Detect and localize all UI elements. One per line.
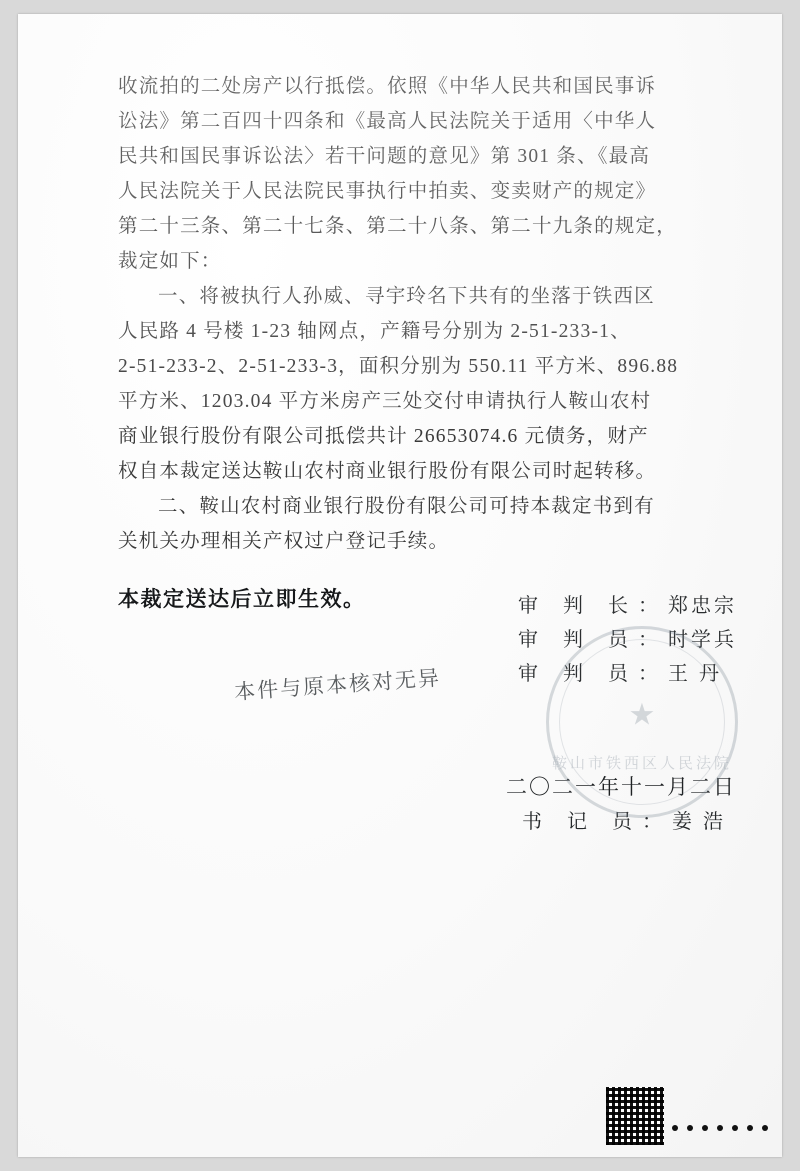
signature-role: 审 判 长：	[518, 595, 668, 617]
dot-marker-row	[672, 1125, 768, 1131]
item-two-line: 二、鞍山农村商业银行股份有限公司可持本裁定书到有	[158, 496, 655, 517]
signature-role: 审 判 员：	[518, 663, 668, 685]
clerk-role: 书 记 员：	[522, 811, 672, 833]
clerk-row	[118, 805, 726, 839]
top-paragraph-line: 收流拍的二处房产以行抵偿。依照《中华人民共和国民事诉	[118, 76, 657, 97]
signature-name: 时学兵	[668, 629, 737, 651]
seal-text: 鞍山市铁西区人民法院	[551, 755, 733, 772]
effect-line: 本裁定送达后立即生效。	[118, 587, 366, 611]
paper-sheet	[18, 14, 782, 1157]
signature-row	[118, 623, 737, 657]
top-paragraph-line: 裁定如下：	[118, 251, 222, 272]
dot-marker	[717, 1125, 723, 1131]
item-one-line: 平方米、1203.04 平方米房产三处交付申请执行人鞍山农村	[118, 391, 652, 412]
qr-code-icon	[606, 1087, 664, 1145]
item-two-line: 关机关办理相关产权过户登记手续。	[118, 531, 450, 552]
signature-block	[118, 589, 737, 839]
item-one-line: 商业银行股份有限公司抵偿共计 26653074.6 元债务，财产	[118, 426, 649, 447]
top-paragraph-line: 讼法》第二百四十四条和《最高人民法院关于适用〈中华人	[118, 111, 657, 132]
dot-marker	[747, 1125, 753, 1131]
signature-name: 王 丹	[668, 663, 722, 685]
signature-role: 审 判 员：	[518, 629, 668, 651]
item-one-line: 人民路 4 号楼 1-23 轴网点，产籍号分别为 2-51-233-1、	[118, 321, 631, 342]
dot-marker	[672, 1125, 678, 1131]
item-one-line: 一、将被执行人孙威、寻宇玲名下共有的坐落于铁西区	[158, 286, 655, 307]
item-one-line: 2-51-233-2、2-51-233-3，面积分别为 550.11 平方米、896.88	[118, 356, 679, 377]
top-paragraph-line: 人民法院关于人民法院民事执行中拍卖、变卖财产的规定》	[118, 181, 657, 202]
copy-verification-note: 本件与原本核对无异	[233, 665, 442, 705]
signature-row	[118, 589, 737, 623]
seal-star-icon: ★	[628, 698, 656, 732]
clerk-name: 姜 浩	[672, 811, 726, 833]
signature-name: 郑忠宗	[668, 595, 737, 617]
dot-marker	[762, 1125, 768, 1131]
dot-marker	[732, 1125, 738, 1131]
item-one-line: 权自本裁定送达鞍山农村商业银行股份有限公司时起转移。	[118, 461, 657, 482]
dot-marker	[702, 1125, 708, 1131]
dot-marker	[687, 1125, 693, 1131]
document-date: 二〇二一年十一月二日	[506, 775, 736, 799]
top-paragraph-line: 民共和国民事诉讼法〉若干问题的意见》第 301 条、《最高	[118, 146, 651, 167]
top-paragraph-line: 第二十三条、第二十七条、第二十八条、第二十九条的规定，	[118, 216, 677, 237]
document-text-body	[118, 69, 718, 639]
